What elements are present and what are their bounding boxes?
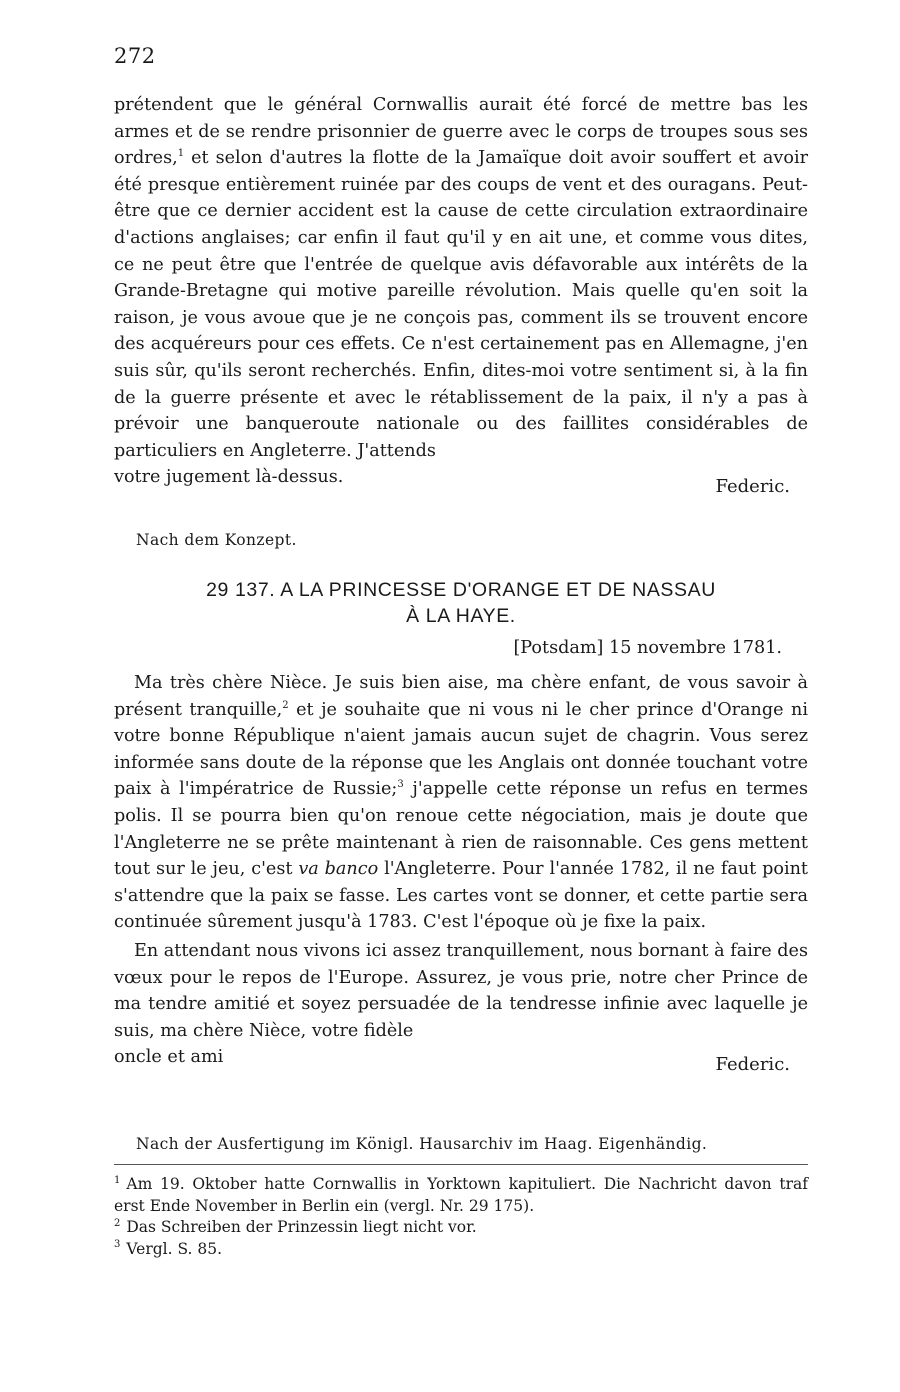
- letter-1-source-note: Nach dem Konzept.: [136, 531, 297, 549]
- letter-2-paragraph-1: [114, 670, 808, 936]
- letter-1-last-line: votre jugement là-dessus.: [114, 467, 344, 488]
- letter-2-last-line: oncle et ami: [114, 1047, 224, 1068]
- letter-2-text-b: et je souhaite que ni vous ni le cher prince d'Orange ni votre bonne République n'aient jamais aucun sujet de chagrin. Vous serez informée sans doute de la réponse que les Anglais ont donnée touchant votre paix à l'impératrice de Russie;: [114, 699, 808, 800]
- footnote-2: [114, 1217, 808, 1239]
- footnote-3-text: Vergl. S. 85.: [126, 1239, 223, 1258]
- footnote-ref-3[interactable]: 3: [397, 779, 404, 791]
- letter-1-body: [114, 92, 808, 498]
- footnote-divider: [114, 1164, 808, 1165]
- letter-2-dateline: [Potsdam] 15 novembre 1781.: [513, 638, 782, 658]
- footnote-1-number: 1: [114, 1174, 121, 1186]
- letter-2-closing: [114, 1044, 808, 1076]
- footnote-3-number: 3: [114, 1239, 121, 1251]
- footnote-1: [114, 1174, 808, 1217]
- footnote-ref-2[interactable]: 2: [282, 699, 289, 711]
- footnotes: [114, 1174, 808, 1260]
- letter-1-closing: [114, 464, 808, 498]
- letter-2-paragraph-2: [114, 938, 808, 1044]
- letter-2-text-c: j'appelle cette réponse un refus en termes polis. Il se pourra bien qu'on renoue cette négociation, mais je doute que l'Angleterre ne se prête maintenant à rien de raisonnable. Ces gens mettent tout sur le jeu, c'est: [114, 779, 808, 880]
- footnote-1-text: Am 19. Oktober hatte Cornwallis in Yorktown kapituliert. Die Nachricht davon traf erst Ende November in Berlin ein (vergl. Nr. 29 175).: [114, 1175, 808, 1215]
- italic-va-banco: va banco: [298, 859, 379, 880]
- letter-2-text-a: Ma très chère Nièce. Je suis bien aise, ma chère enfant, de vous savoir à présent tranquille,: [114, 673, 808, 720]
- letter-2-text-d: l'Angleterre. Pour l'année 1782, il ne faut point s'attendre que la paix se fasse. Les cartes vont se donner, et cette partie sera continuée sûrement jusqu'à 1783. C'est l'époque où je fixe la paix.: [114, 859, 809, 933]
- letter-2-heading-line-2: À LA HAYE.: [406, 605, 516, 627]
- letter-2-heading-line-1: 29 137. A LA PRINCESSE D'ORANGE ET DE NASSAU: [206, 579, 716, 601]
- letter-1-text-b: et selon d'autres la flotte de la Jamaïque doit avoir souffert et avoir été presque entièrement ruinée par des coups de vent et des ouragans. Peut-être que ce dernier accident est la cause de cette circulation extraordinaire d'actions anglaises; car enfin il faut qu'il y en ait une, et comme vous dites, ce ne peut être que l'entrée de quelque avis défavorable aux intérêts de la Grande-Bretagne qui motive pareille révolution. Mais quelle qu'en soit la raison, je vous avoue que je ne conçois pas, comment ils se trouvent encore des acquéreurs pour ces effets. Ce n'est certainement pas en Allemagne, j'en suis sûr, qu'ils seront recherchés. Enfin, dites-moi votre sentiment si, à la fin de la guerre présente et avec le rétablissement de la paix, il n'y a pas à prévoir une banqueroute nationale ou des faillites considérables de particuliers en Angleterre. J'attends: [114, 148, 808, 461]
- footnote-2-text: Das Schreiben der Prinzessin liegt nicht vor.: [126, 1218, 477, 1236]
- footnote-2-number: 2: [114, 1217, 121, 1229]
- letter-2-body: [114, 670, 809, 1076]
- footnote-3: [114, 1239, 808, 1261]
- letter-1-paragraph: [114, 92, 808, 464]
- letter-2-source-note: Nach der Ausfertigung im Königl. Hausarchiv im Haag. Eigenhändig.: [136, 1135, 708, 1153]
- letter-1-signature: Federic.: [715, 476, 790, 498]
- letter-2-signature: Federic.: [715, 1054, 790, 1076]
- page-number: 272: [114, 44, 156, 68]
- footnote-ref-1[interactable]: 1: [177, 148, 185, 160]
- letter-2-p2-text: En attendant nous vivons ici assez tranquillement, nous bornant à faire des vœux pour le repos de l'Europe. Assurez, je vous prie, notre cher Prince de ma tendre amitié et soyez persuadée de la tendresse infinie avec laquelle je suis, ma chère Nièce, votre fidèle: [114, 940, 808, 1041]
- letter-1-text-a: prétendent que le général Cornwallis aurait été forcé de mettre bas les armes et de se rendre prisonnier de guerre avec le corps de troupes sous ses ordres,: [114, 95, 808, 169]
- letter-2-heading: [114, 577, 808, 629]
